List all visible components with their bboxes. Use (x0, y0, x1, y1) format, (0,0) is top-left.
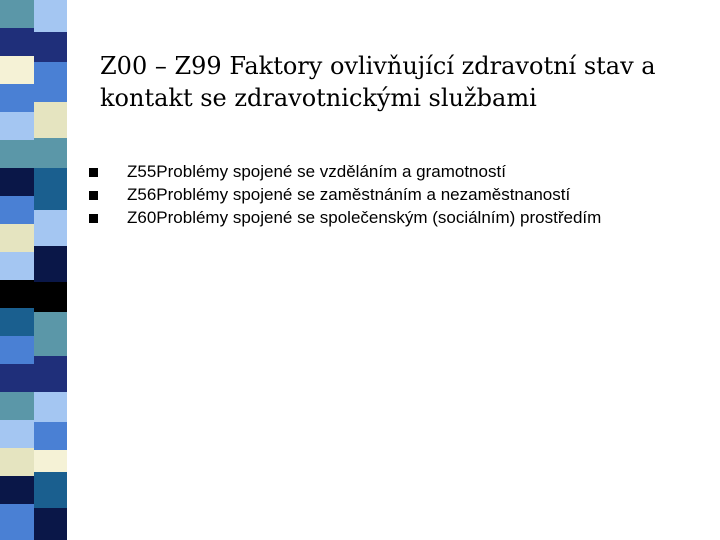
strip-square (34, 246, 67, 282)
decorative-square-strip (0, 0, 67, 540)
bullet-text: Z56Problémy spojené se zaměstnáním a nezaměstnaností (127, 185, 571, 204)
strip-square (0, 364, 34, 392)
strip-square (0, 28, 34, 56)
strip-square (0, 84, 34, 112)
strip-square (34, 450, 67, 472)
strip-square (0, 392, 34, 420)
strip-square (34, 392, 67, 422)
strip-square (0, 56, 34, 84)
square-bullet-icon (89, 214, 98, 223)
strip-square (0, 168, 34, 196)
strip-square (0, 112, 34, 140)
strip-square (34, 102, 67, 138)
strip-square (34, 282, 67, 312)
strip-square (0, 224, 34, 252)
strip-square (0, 196, 34, 224)
strip-square (0, 448, 34, 476)
bullet-item (85, 160, 705, 183)
strip-square (34, 210, 67, 246)
strip-square (34, 422, 67, 450)
strip-square (0, 0, 34, 28)
strip-square (34, 138, 67, 168)
strip-square (34, 168, 67, 210)
strip-square (0, 476, 34, 504)
strip-square (0, 420, 34, 448)
bullet-item (85, 206, 705, 229)
strip-square (34, 32, 67, 62)
slide-title: Z00 – Z99 Faktory ovlivňující zdravotní stav a kontakt se zdravotnickými službami (100, 52, 656, 112)
square-bullet-icon (89, 168, 98, 177)
bullet-text: Z60Problémy spojené se společenským (sociálním) prostředím (127, 208, 602, 227)
square-bullet-icon (89, 191, 98, 200)
strip-square (0, 308, 34, 336)
bullet-list (85, 160, 705, 229)
bullet-text: Z55Problémy spojené se vzděláním a gramotností (127, 162, 506, 181)
strip-square (0, 336, 34, 364)
strip-square (0, 504, 34, 540)
strip-square (34, 356, 67, 392)
strip-square (34, 508, 67, 540)
bullet-item (85, 183, 705, 206)
strip-square (34, 472, 67, 508)
strip-square (34, 312, 67, 356)
strip-square (0, 252, 34, 280)
strip-square (0, 280, 34, 308)
strip-square (0, 140, 34, 168)
strip-square (34, 62, 67, 102)
strip-square (34, 0, 67, 32)
